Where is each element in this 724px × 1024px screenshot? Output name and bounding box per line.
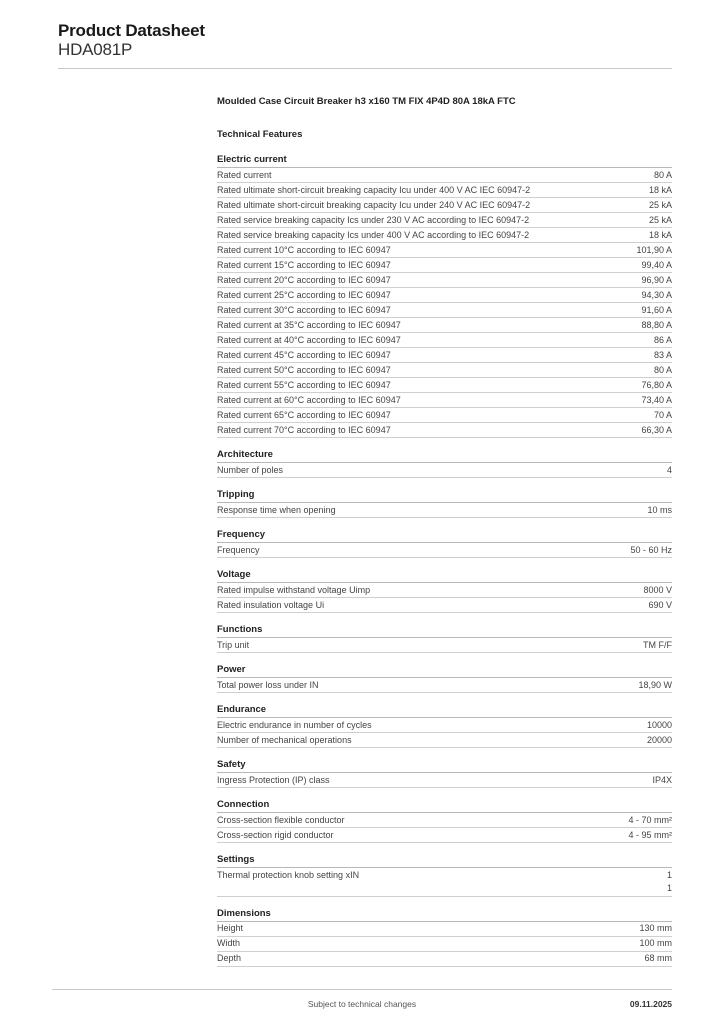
spec-value: 99,40 A [641, 259, 672, 270]
spec-label: Rated current 10°C according to IEC 60947 [217, 244, 391, 255]
spec-value: 4 - 70 mm² [628, 814, 672, 825]
spec-value: 86 A [653, 334, 672, 345]
spec-label: Trip unit [217, 639, 250, 650]
spec-label: Rated current at 60°C according to IEC 60947 [217, 394, 401, 405]
spec-label: Thermal protection knob setting xIN [217, 869, 360, 880]
spec-value: 25 kA [648, 199, 672, 210]
section-title: Settings [217, 853, 672, 868]
spec-value: 130 mm [639, 923, 672, 933]
spec-value: 4 - 95 mm² [628, 829, 672, 840]
spec-value: 80 A [653, 364, 672, 375]
spec-row [217, 213, 672, 228]
spec-label: Rated service breaking capacity Ics under 230 V AC according to IEC 60947-2 [217, 214, 530, 225]
spec-value: 83 A [653, 349, 672, 360]
product-name: Moulded Case Circuit Breaker h3 x160 TM FIX 4P4D 80A 18kA FTC [217, 96, 516, 107]
datasheet-content [217, 95, 672, 977]
spec-value: 66,30 A [641, 424, 672, 435]
spec-row [217, 828, 672, 843]
section-title: Functions [217, 623, 672, 638]
spec-label: Cross-section flexible conductor [217, 814, 345, 825]
section-title: Dimensions [217, 907, 672, 922]
section [217, 853, 672, 897]
section [217, 703, 672, 748]
spec-value: 25 kA [648, 214, 672, 225]
spec-label: Rated current [217, 169, 272, 180]
spec-label: Rated current 55°C according to IEC 60947 [217, 379, 391, 390]
spec-label: Rated ultimate short-circuit breaking capacity Icu under 240 V AC IEC 60947-2 [217, 199, 531, 210]
spec-row [217, 678, 672, 693]
spec-label: Rated current at 40°C according to IEC 60947 [217, 334, 401, 345]
section-title: Electric current [217, 153, 672, 168]
section [217, 448, 672, 478]
spec-label: Height [217, 923, 244, 933]
spec-value: 18,90 W [638, 679, 672, 690]
footer-divider [52, 989, 672, 990]
spec-row [217, 378, 672, 393]
spec-label: Rated current 70°C according to IEC 60947 [217, 424, 391, 435]
section-title: Power [217, 663, 672, 678]
spec-value: 690 V [648, 599, 672, 610]
spec-label: Response time when opening [217, 504, 336, 515]
spec-value: 91,60 A [641, 304, 672, 315]
spec-label: Frequency [217, 544, 260, 555]
spec-row [217, 393, 672, 408]
spec-label: Number of mechanical operations [217, 734, 352, 745]
features-heading: Technical Features [217, 129, 303, 140]
spec-value: 80 A [653, 169, 672, 180]
spec-row [217, 937, 672, 952]
spec-row [217, 408, 672, 423]
section-title: Frequency [217, 528, 672, 543]
spec-value: 10000 [646, 719, 672, 730]
page-title: Product Datasheet [58, 21, 205, 40]
spec-row [217, 733, 672, 748]
spec-label: Rated current 50°C according to IEC 60947 [217, 364, 391, 375]
spec-label: Ingress Protection (IP) class [217, 774, 330, 785]
spec-value: 88,80 A [641, 319, 672, 330]
spec-row [217, 318, 672, 333]
spec-row [217, 348, 672, 363]
spec-label: Rated impulse withstand voltage Uimp [217, 584, 371, 595]
footer-date: 09.11.2025 [629, 999, 672, 1009]
spec-label: Rated current 65°C according to IEC 60947 [217, 409, 391, 420]
section-title: Architecture [217, 448, 672, 463]
section [217, 153, 672, 438]
spec-label: Number of poles [217, 464, 284, 475]
section-title: Tripping [217, 488, 672, 503]
spec-label: Rated current 45°C according to IEC 60947 [217, 349, 391, 360]
spec-value: 73,40 A [641, 394, 672, 405]
spec-value: 101,90 A [636, 244, 672, 255]
spec-value: 8000 V [643, 584, 672, 595]
section [217, 528, 672, 558]
spec-value: 50 - 60 Hz [630, 544, 672, 555]
spec-label: Rated current 15°C according to IEC 60947 [217, 259, 391, 270]
spec-label: Rated service breaking capacity Ics under 400 V AC according to IEC 60947-2 [217, 229, 530, 240]
spec-row [217, 922, 672, 937]
spec-row [217, 228, 672, 243]
spec-value: 18 kA [648, 229, 672, 240]
spec-row [217, 868, 672, 897]
section [217, 663, 672, 693]
spec-value: 20000 [646, 734, 672, 745]
section-title: Voltage [217, 568, 672, 583]
spec-value: 70 A [653, 409, 672, 420]
spec-value: 10 ms [647, 504, 672, 515]
spec-row [217, 273, 672, 288]
section [217, 623, 672, 653]
spec-label: Total power loss under IN [217, 679, 319, 690]
spec-label: Depth [217, 953, 242, 963]
feature-sections [217, 153, 672, 967]
spec-row [217, 333, 672, 348]
spec-row [217, 952, 672, 967]
section [217, 488, 672, 518]
spec-row [217, 813, 672, 828]
spec-label: Rated ultimate short-circuit breaking capacity Icu under 400 V AC IEC 60947-2 [217, 184, 531, 195]
spec-row [217, 423, 672, 438]
spec-row [217, 363, 672, 378]
spec-value: 100 mm [639, 938, 672, 948]
spec-row [217, 258, 672, 273]
spec-label: Rated insulation voltage Ui [217, 599, 325, 610]
spec-row [217, 543, 672, 558]
spec-row [217, 638, 672, 653]
spec-value: 68 mm [644, 953, 672, 963]
spec-row [217, 583, 672, 598]
spec-value: 18 kA [648, 184, 672, 195]
spec-row [217, 463, 672, 478]
spec-label: Cross-section rigid conductor [217, 829, 334, 840]
spec-row [217, 198, 672, 213]
spec-label: Electric endurance in number of cycles [217, 719, 372, 730]
spec-value: 76,80 A [641, 379, 672, 390]
spec-row [217, 303, 672, 318]
section [217, 568, 672, 613]
spec-value: TM F/F [643, 639, 672, 650]
spec-row [217, 598, 672, 613]
spec-value: 94,30 A [641, 289, 672, 300]
section-title: Safety [217, 758, 672, 773]
section-title: Endurance [217, 703, 672, 718]
spec-label: Rated current 20°C according to IEC 60947 [217, 274, 391, 285]
spec-value: 4 [666, 464, 672, 475]
page-subtitle: HDA081P [58, 40, 133, 59]
section-title: Connection [217, 798, 672, 813]
spec-label: Rated current 25°C according to IEC 60947 [217, 289, 391, 300]
spec-row [217, 773, 672, 788]
spec-label: Rated current at 35°C according to IEC 60947 [217, 319, 401, 330]
spec-row [217, 503, 672, 518]
spec-value: IP4X [652, 774, 672, 785]
spec-row [217, 243, 672, 258]
footer-note: Subject to technical changes [307, 999, 417, 1009]
spec-row [217, 168, 672, 183]
spec-value: 96,90 A [641, 274, 672, 285]
header-divider [58, 68, 672, 69]
spec-label: Width [217, 938, 241, 948]
spec-row [217, 288, 672, 303]
spec-value: 1 1 [666, 869, 672, 893]
section [217, 758, 672, 788]
spec-label: Rated current 30°C according to IEC 60947 [217, 304, 391, 315]
spec-row [217, 183, 672, 198]
section [217, 907, 672, 967]
spec-row [217, 718, 672, 733]
section [217, 798, 672, 843]
